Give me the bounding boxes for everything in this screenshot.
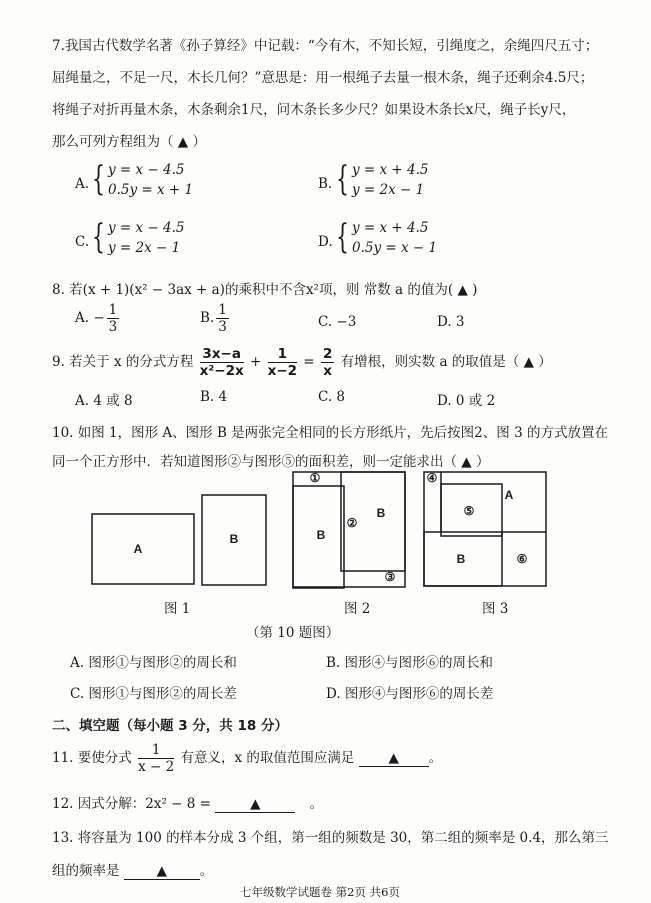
q13-line-1: 13. 将容量为 100 的样本分成 3 个组，第一组的频数是 30，第二组的频率是 0.4，那么第三 bbox=[52, 830, 609, 846]
fig3-square bbox=[424, 472, 546, 586]
q10-option-a[interactable]: A. 图形①与图形②的周长和 bbox=[70, 655, 237, 671]
fig2-label-2: ② bbox=[346, 516, 358, 530]
q9-option-d[interactable]: D. 0 或 2 bbox=[437, 393, 496, 409]
q9-option-b[interactable]: B. 4 bbox=[200, 389, 228, 405]
q13-line-2: 组的频率是 ▲ 。 bbox=[52, 863, 214, 879]
fig2-label-1: ① bbox=[309, 471, 321, 485]
section-fill-in-title: 二、填空题（每小题 3 分，共 18 分） bbox=[52, 718, 288, 734]
q7-b-eq1: y = x + 4.5 bbox=[352, 162, 429, 178]
q7-a-eq1: y = x − 4.5 bbox=[108, 162, 185, 178]
fig3-label-4: ④ bbox=[426, 471, 438, 485]
q9-option-c[interactable]: C. 8 bbox=[318, 389, 346, 405]
q7-line-4: 那么可列方程组为（ ▲ ） bbox=[52, 134, 206, 150]
q7-line-3: 将绳子对折再量木条，木条剩余1尺，问木条长多少尺？如果设木条长x尺，绳子长y尺， bbox=[52, 102, 576, 118]
q10-option-d[interactable]: D. 图形④与图形⑥的周长差 bbox=[326, 686, 494, 702]
q7-c-eq1: y = x − 4.5 bbox=[108, 220, 185, 236]
page-footer: 七年级数学试题卷 第2页 共6页 bbox=[240, 885, 400, 899]
fig1-label-b: B bbox=[229, 532, 239, 546]
q12-answer-blank[interactable]: ▲ bbox=[215, 796, 295, 813]
q7-d-eq2: 0.5y = x − 1 bbox=[352, 240, 438, 256]
q10-line-1: 10. 如图 1，图形 A、图形 B 是两张完全相同的长方形纸片，先后按图2、图 3 的方式放置在 bbox=[52, 425, 608, 441]
fig2-label-b2: B bbox=[376, 506, 386, 520]
q11-stem: 11. 要使分式 $\frac{1}{x - 2}$ 有意义，x 的取值范围应满足 ▲ 。 bbox=[52, 742, 443, 775]
q13-answer-blank[interactable]: ▲ bbox=[124, 863, 200, 880]
q10-line-2: 同一个正方形中．若知道图形②与图形⑤的面积差，则一定能求出（ ▲ ） bbox=[52, 454, 490, 470]
fig1-label-a: A bbox=[133, 542, 143, 556]
fig3-label-6: ⑥ bbox=[516, 552, 528, 566]
q7-b-eq2: y = 2x − 1 bbox=[352, 182, 425, 198]
fig3-label-b: B bbox=[456, 552, 466, 566]
fig2-caption: 图 2 bbox=[344, 601, 371, 617]
fig3-caption: 图 3 bbox=[482, 601, 509, 617]
q8-stem: 8. 若(x + 1)(x² − 3ax + a)的乘积中不含x²项，则 常数 a 的值为( ▲ ) bbox=[52, 282, 478, 298]
fig1-rect-a bbox=[92, 514, 194, 584]
q12-stem: 12. 因式分解：2x² − 8 = ▲ 。 bbox=[52, 796, 324, 812]
q7-line-1: 7.我国古代数学名著《孙子算经》中记载：“今有木，不知长短，引绳度之，余绳四尺五寸； bbox=[52, 38, 599, 54]
q7-a-eq2: 0.5y = x + 1 bbox=[108, 182, 194, 198]
fig3-label-5: ⑤ bbox=[463, 504, 475, 518]
q7-line-2: 屈绳量之，不足一尺，木长几何？”意思是：用一根绳子去量一根木条，绳子还剩余4.5尺； bbox=[52, 70, 594, 86]
q8-option-a[interactable]: A. − $\frac{1}{3}$ bbox=[75, 302, 118, 335]
fig3-label-a: A bbox=[504, 488, 514, 502]
q7-c-eq2: y = 2x − 1 bbox=[108, 240, 181, 256]
q9-stem: 9. 若关于 x 的分式方程 $\frac{3x-a}{\text{x²−2x}}$ + $\frac{1}{x-2}$ = $\frac{2}{x}$ 有增根，则实数 a 的取值是（ ▲ ） bbox=[52, 346, 552, 379]
q8-option-c[interactable]: C. −3 bbox=[318, 314, 357, 330]
q9-option-a[interactable]: A. 4 或 8 bbox=[75, 393, 133, 409]
fig-title: （第 10 题图） bbox=[246, 625, 340, 641]
q10-option-b[interactable]: B. 图形④与图形⑥的周长和 bbox=[326, 655, 494, 671]
q8-option-b[interactable]: B. $\frac{1}{3}$ bbox=[200, 302, 227, 335]
fig2-label-b1: B bbox=[316, 528, 326, 542]
fig1-caption: 图 1 bbox=[164, 601, 191, 617]
q10-option-c[interactable]: C. 图形①与图形②的周长差 bbox=[70, 686, 237, 702]
q11-answer-blank[interactable]: ▲ bbox=[359, 750, 429, 767]
fig2-label-3: ③ bbox=[384, 570, 396, 584]
q7-d-eq1: y = x + 4.5 bbox=[352, 220, 429, 236]
q8-option-d[interactable]: D. 3 bbox=[437, 314, 465, 330]
